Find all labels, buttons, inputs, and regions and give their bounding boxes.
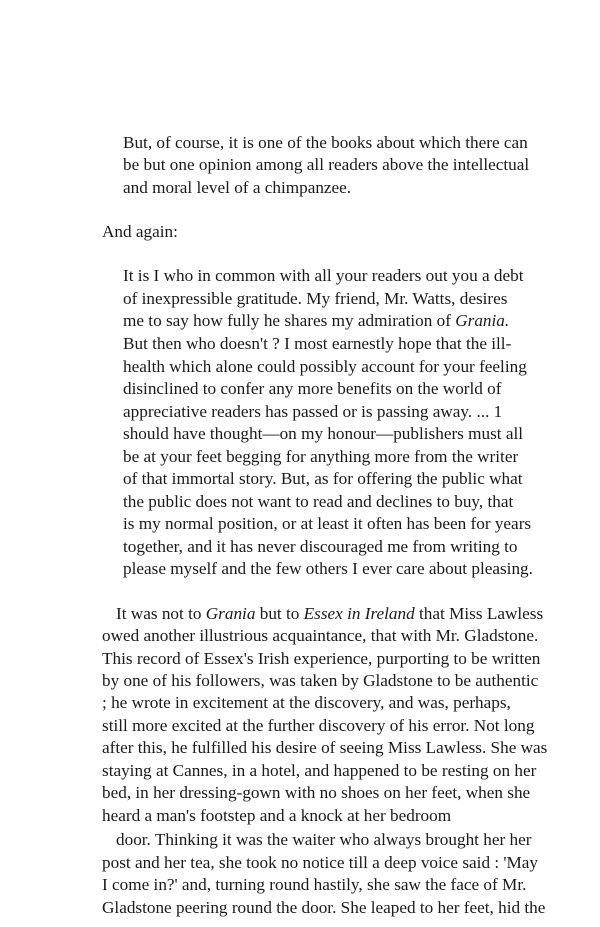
- text-run: but to: [255, 604, 304, 623]
- quote-line: be at your feet begging for anything more from the writer: [123, 447, 519, 466]
- italic-title: Essex in Ireland: [303, 604, 415, 623]
- paragraph-line: ; he wrote in excitement at the discovery, and was, perhaps,: [102, 693, 511, 712]
- quote-line: be but one opinion among all readers above the intellectual: [123, 155, 530, 174]
- paragraph-line: still more excited at the further discovery of his error. Not long: [102, 716, 535, 735]
- quote-line: It is I who in common with all your readers out you a debt: [123, 266, 524, 285]
- quote-line: appreciative readers has passed or is passing away. ... 1: [123, 402, 503, 421]
- paragraph-line: by one of his followers, was taken by Gladstone to be authentic: [102, 671, 539, 690]
- text-run: that Miss Lawless: [414, 604, 544, 623]
- paragraph-line: Gladstone peering round the door. She leaped to her feet, hid the: [102, 898, 546, 917]
- paragraph-line: [116, 603, 543, 625]
- paragraph-line: This record of Essex's Irish experience, purporting to be written: [102, 649, 541, 668]
- quote-line: [123, 310, 509, 332]
- italic-title: Grania: [205, 604, 256, 623]
- paragraph-line: owed another illustrious acquaintance, that with Mr. Gladstone.: [102, 626, 539, 645]
- quote-line: But, of course, it is one of the books about which there can: [123, 133, 528, 152]
- paragraph-line: staying at Cannes, in a hotel, and happened to be resting on her: [102, 761, 537, 780]
- quote-line: disinclined to confer any more benefits on the world of: [123, 379, 502, 398]
- paragraph-line: bed, in her dressing-gown with no shoes on her feet, when she: [102, 783, 531, 802]
- paragraph-line: door. Thinking it was the waiter who always brought her her: [116, 830, 532, 849]
- paragraph-line: I come in?' and, turning round hastily, she saw the face of Mr.: [102, 875, 527, 894]
- paragraph-line: heard a man's footstep and a knock at her bedroom: [102, 806, 452, 825]
- italic-title: Grania.: [455, 311, 510, 330]
- quote-line: together, and it has never discouraged me from writing to: [123, 537, 518, 556]
- quote-line: should have thought—on my honour—publishers must all: [123, 424, 524, 443]
- quote-line: of that immortal story. But, as for offering the public what: [123, 469, 523, 488]
- paragraph-line: post and her tea, she took no notice till a deep voice said : 'May: [102, 853, 539, 872]
- quote-line: is my normal position, or at least it often has been for years: [123, 514, 532, 533]
- quote-text: me to say how fully he shares my admiration of: [123, 311, 456, 330]
- paragraph-line: after this, he fulfilled his desire of seeing Miss Lawless. She was: [102, 738, 548, 757]
- quote-line: health which alone could possibly account for your feeling: [123, 357, 527, 376]
- quote-line: the public does not want to read and declines to buy, that: [123, 492, 514, 511]
- text-run: It was not to: [116, 604, 206, 623]
- and-again-line: And again:: [102, 222, 178, 241]
- quote-line: please myself and the few others I ever care about pleasing.: [123, 559, 533, 578]
- quote-line: But then who doesn't ? I most earnestly hope that the ill-: [123, 334, 512, 353]
- quote-line: and moral level of a chimpanzee.: [123, 178, 352, 197]
- quote-line: of inexpressible gratitude. My friend, Mr. Watts, desires: [123, 289, 508, 308]
